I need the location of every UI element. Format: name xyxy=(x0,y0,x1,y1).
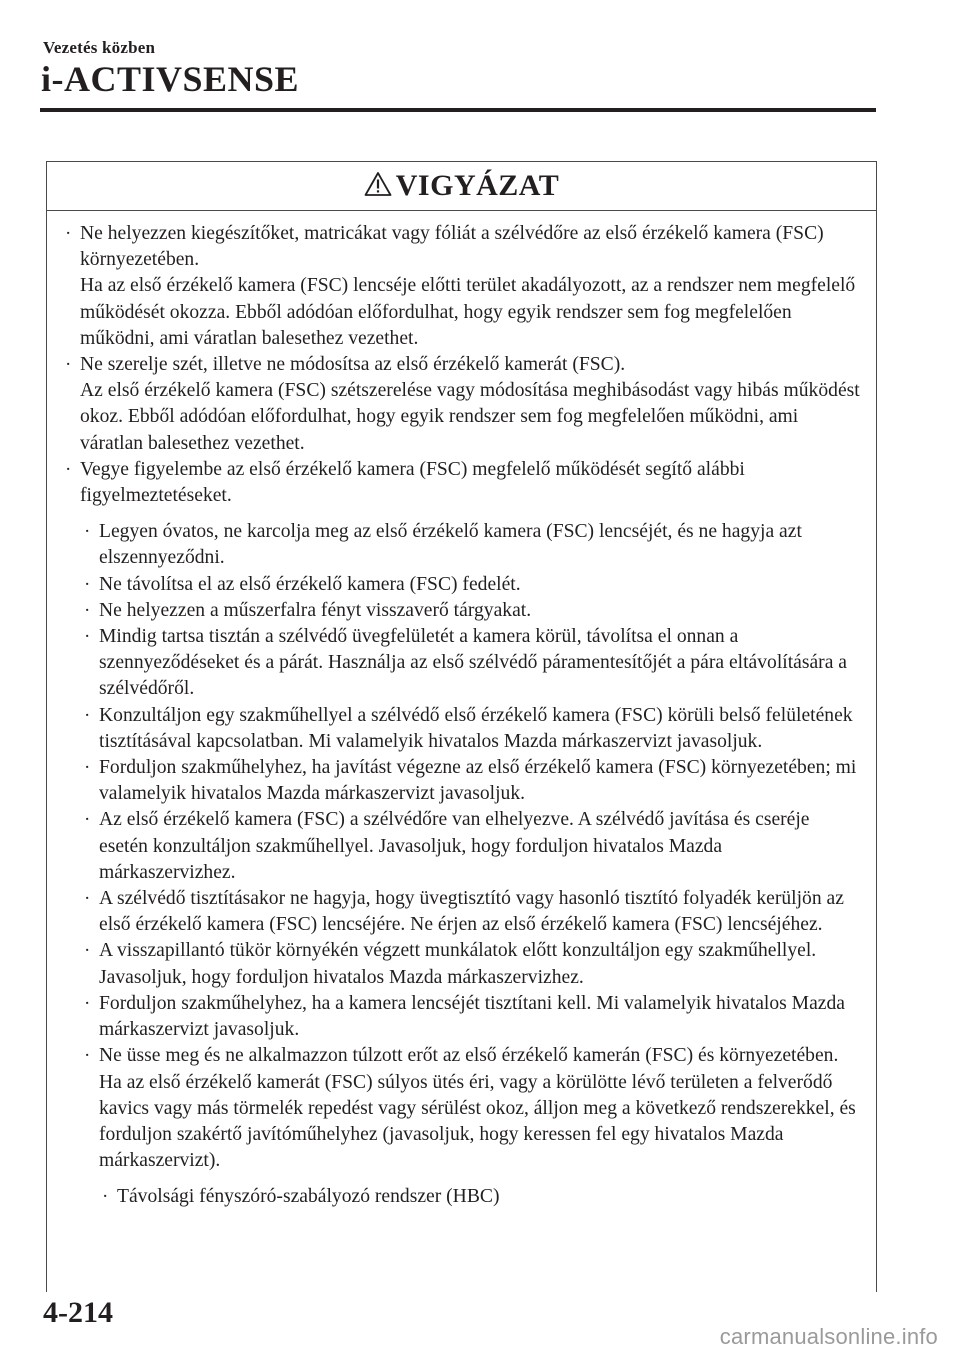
warning-list-item xyxy=(47,755,876,807)
warning-title-bar xyxy=(47,162,876,211)
warning-paragraph xyxy=(47,273,876,352)
warning-list-item xyxy=(47,1184,876,1210)
warning-paragraph xyxy=(47,378,876,457)
warning-list-item xyxy=(47,1043,876,1174)
bullet-icon: · xyxy=(84,809,91,831)
warning-list-item xyxy=(47,886,876,938)
warning-item-text: A visszapillantó tükör környékén végzett munkálatok előtt konzultáljon egy szakműhellyel. Javasoljuk, hogy forduljon hivatalos Mazda márkaszervizhez. xyxy=(99,940,817,988)
bullet-icon: · xyxy=(84,599,91,621)
warning-list-item xyxy=(47,703,876,755)
warning-item-text: Az első érzékelő kamera (FSC) a szélvédőre van elhelyezve. A szélvédő javítása és cseréje esetén konzultáljon szakműhellyel. Javasoljuk, hogy forduljon hivatalos Mazda márkaszervizhez. xyxy=(99,809,810,883)
warning-item-text: Ha az első érzékelő kamera (FSC) lencséje előtti terület akadályozott, az a rendszer nem megfelelő működését okozza. Ebből adódóan előfordulhat, hogy egyik rendszer sem fog megfelelően működni, ami váratlan balesethez vezethet. xyxy=(80,275,856,349)
bullet-icon: · xyxy=(84,573,91,595)
watermark-text: carmanualsonline.info xyxy=(719,1324,938,1349)
warning-item-text: Mindig tartsa tisztán a szélvédő üvegfelületét a kamera körül, távolítsa el onnan a szennyeződéseket és a párát. Használja az első szélvédő páramentesítőjét a pára eltávolítására a szélvédőről. xyxy=(99,626,847,700)
warning-title: VIGYÁZAT xyxy=(395,169,560,202)
warning-item-text: A szélvédő tisztításakor ne hagyja, hogy üvegtisztító vagy hasonló tisztító folyadék kerüljön az első érzékelő kamera (FSC) lencséjére. Ne érjen az első érzékelő kamera (FSC) lencséjéhez. xyxy=(99,888,844,936)
bullet-icon: · xyxy=(84,940,91,962)
bullet-icon: · xyxy=(84,704,91,726)
warning-list-item xyxy=(47,519,876,571)
warning-body xyxy=(47,211,876,1211)
bullet-icon: · xyxy=(84,992,91,1014)
warning-item-text: Konzultáljon egy szakműhellyel a szélvédő első érzékelő kamera (FSC) körüli belső felületének tisztításával kapcsolatban. Mi valamelyik hivatalos Mazda márkaszervizt javasoljuk. xyxy=(99,704,853,752)
warning-list-item xyxy=(47,572,876,598)
bullet-icon: · xyxy=(102,1186,109,1208)
bullet-icon: · xyxy=(84,1045,91,1067)
page-number: 4-214 xyxy=(43,1296,113,1329)
warning-list-item xyxy=(47,457,876,509)
warning-item-text: Vegye figyelembe az első érzékelő kamera (FSC) megfelelő működését segítő alábbi figyelmeztetéseket. xyxy=(80,458,745,507)
warning-item-text: Ne helyezzen a műszerfalra fényt visszaverő tárgyakat. xyxy=(99,599,532,621)
warning-item-text: Távolsági fényszóró-szabályozó rendszer (HBC) xyxy=(117,1186,500,1208)
warning-item-text: Legyen óvatos, ne karcolja meg az első érzékelő kamera (FSC) lencséjét, és ne hagyja azt elszennyeződni. xyxy=(99,521,802,569)
section-title: Vezetés közben xyxy=(43,38,156,57)
warning-item-text: Ne üsse meg és ne alkalmazzon túlzott erőt az első érzékelő kamerán (FSC) és környezetében. Ha az első érzékelő kamerát (FSC) súlyos ütés éri, vagy a körülötte lévő területen a felverődő kavics vagy más törmelék repedést vagy sérülést okoz, álljon meg a következő rendszerekkel, és forduljon szakértő javítóműhelyhez (javasoljuk, hogy keressen fel egy hivatalos Mazda márkaszervizt). xyxy=(99,1045,856,1172)
warning-item-text: Ne távolítsa el az első érzékelő kamera (FSC) fedelét. xyxy=(99,573,521,595)
warning-item-text: Forduljon szakműhelyhez, ha a kamera lencséjét tisztítani kell. Mi valamelyik hivatalos Mazda márkaszervizt javasoljuk. xyxy=(99,992,845,1041)
warning-list-item xyxy=(47,938,876,990)
bullet-icon: · xyxy=(65,223,72,244)
warning-triangle-icon xyxy=(364,171,392,197)
warning-list-item xyxy=(47,991,876,1043)
warning-item-text: Forduljon szakműhelyhez, ha javítást végezne az első érzékelő kamera (FSC) környezetében; mi valamelyik hivatalos Mazda márkaszervizt javasoljuk. xyxy=(99,757,857,805)
bullet-icon: · xyxy=(84,757,91,779)
bullet-icon: · xyxy=(84,626,91,648)
chapter-title: i-ACTIVSENSE xyxy=(41,59,300,99)
warning-list-item xyxy=(47,221,876,273)
warning-list-item xyxy=(47,352,876,378)
bullet-icon: · xyxy=(84,521,91,543)
bullet-icon: · xyxy=(65,458,72,480)
bullet-icon: · xyxy=(65,354,72,376)
warning-box xyxy=(46,161,877,1292)
warning-list-item xyxy=(47,807,876,886)
warning-item-text: Ne szerelje szét, illetve ne módosítsa az első érzékelő kamerát (FSC). xyxy=(80,354,626,376)
warning-list-item xyxy=(47,598,876,624)
warning-item-text: Ne helyezzen kiegészítőket, matricákat vagy fóliát a szélvédőre az első érzékelő kamera (FSC) környezetében. xyxy=(80,223,824,271)
bullet-icon: · xyxy=(84,888,91,910)
header-divider xyxy=(40,108,876,112)
warning-list-item xyxy=(47,624,876,703)
warning-item-text: Az első érzékelő kamera (FSC) szétszerelése vagy módosítása meghibásodást vagy hibás működést okoz. Ebből adódóan előfordulhat, hogy egyik rendszer sem fog megfelelően működni, ami váratlan balesethez vezethet. xyxy=(80,380,860,454)
